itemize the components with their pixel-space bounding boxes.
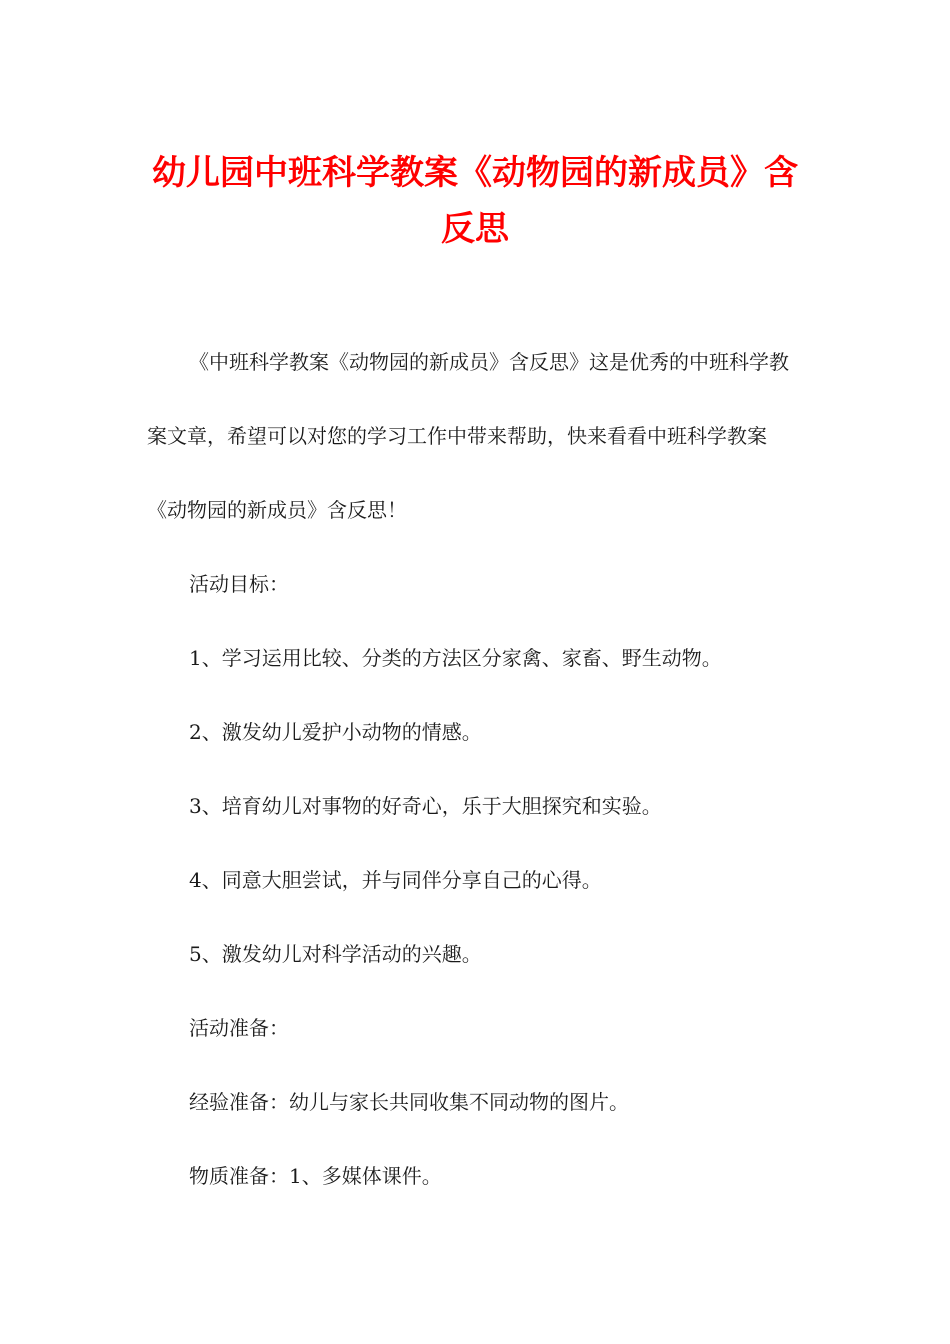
prep-heading: 活动准备： — [189, 1016, 289, 1040]
goal-item: 4、同意大胆尝试，并与同伴分享自己的心得。 — [189, 868, 602, 892]
document-title: 幼儿园中班科学教案《动物园的新成员》含反思 — [152, 153, 798, 249]
goal-item: 5、激发幼儿对科学活动的兴趣。 — [189, 942, 482, 966]
prep-experience: 经验准备：幼儿与家长共同收集不同动物的图片。 — [189, 1090, 629, 1114]
intro-paragraph: 《中班科学教案《动物园的新成员》含反思》这是优秀的中班科学教案文章，希望可以对您的学习工作中带来帮助，快来看看中班科学教案《动物园的新成员》含反思！ — [147, 350, 789, 522]
goals-heading: 活动目标： — [189, 572, 289, 596]
goal-item: 3、培育幼儿对事物的好奇心，乐于大胆探究和实验。 — [189, 794, 662, 818]
goal-item: 1、学习运用比较、分类的方法区分家禽、家畜、野生动物。 — [189, 646, 722, 670]
prep-material: 物质准备：1、多媒体课件。 — [189, 1164, 442, 1188]
document-body — [147, 325, 802, 1213]
goal-item: 2、激发幼儿爱护小动物的情感。 — [189, 720, 482, 744]
